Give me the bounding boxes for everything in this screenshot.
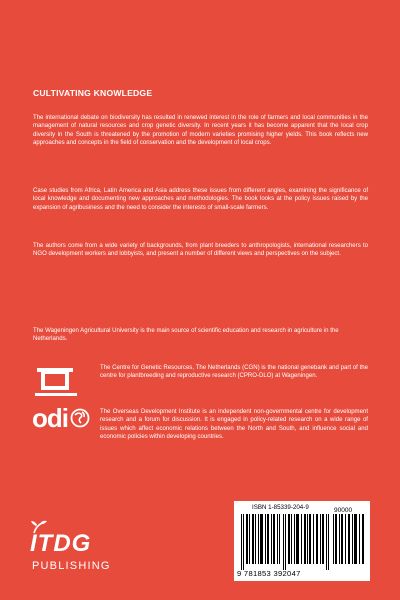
odi-logo-text: odi (32, 403, 68, 433)
publisher-name: ITDG (30, 530, 92, 557)
wau-statement: The Wageningen Agricultural University is the main source of scientific education and research in agriculture in the Netherlands. (33, 328, 339, 343)
itdg-publishing-logo (28, 520, 148, 580)
description-paragraph-2: Case studies from Africa, Latin America and Asia address these issues from different angles, examining the significance of local knowledge and documenting new approaches and methodologies. The book looks at the policy issues raised by the expansion of agribusiness and the need to consider the interests of small-scale farmers. (33, 188, 368, 211)
ean-barcode-icon (240, 514, 330, 570)
price-barcode-icon (332, 514, 366, 564)
odi-logo (32, 405, 94, 431)
price-code: 90000 (334, 507, 353, 514)
description-paragraph-3: The authors come from a wide variety of backgrounds, from plant breeders to anthropologists, international researchers to NGO development workers and lobbyists, and present a number of different views and perspectives on the subject. (33, 243, 368, 258)
cgn-statement: The Centre for Genetic Resources, The Netherlands (CGN) is the national genebank and part of the centre for plantbreeding and reproductive research (CPRO-DLO) at Wageningen. (100, 365, 368, 380)
publisher-subtitle: PUBLISHING (32, 560, 111, 572)
description-paragraph-1: The international debate on biodiversity has resulted in renewed interest in the role of farmers and local communities in the management of natural resources and crop genetic diversity. In recent years it has become apparent that the local crop diversity in the South is threatened by the promotion of modern varieties promising higher yields. This book reflects new approaches and concepts in the field of conservation and the development of local crops. (33, 115, 368, 147)
odi-globe-icon (70, 408, 90, 428)
odi-statement: The Overseas Development Institute is an independent non-governmental centre for development research and a forum for discussion. It is engaged in policy-related research on a wide range of issues which affect economic relations between the North and South, and influence social and economic policies within developing countries. (100, 409, 368, 441)
book-title: CULTIVATING KNOWLEDGE (33, 88, 153, 98)
isbn-barcode (234, 501, 370, 581)
isbn-number: ISBN 1-85339-204-9 (252, 504, 309, 511)
ean-digits: 9 781853 392047 (237, 569, 301, 578)
cgn-genebank-logo-icon (33, 364, 79, 400)
